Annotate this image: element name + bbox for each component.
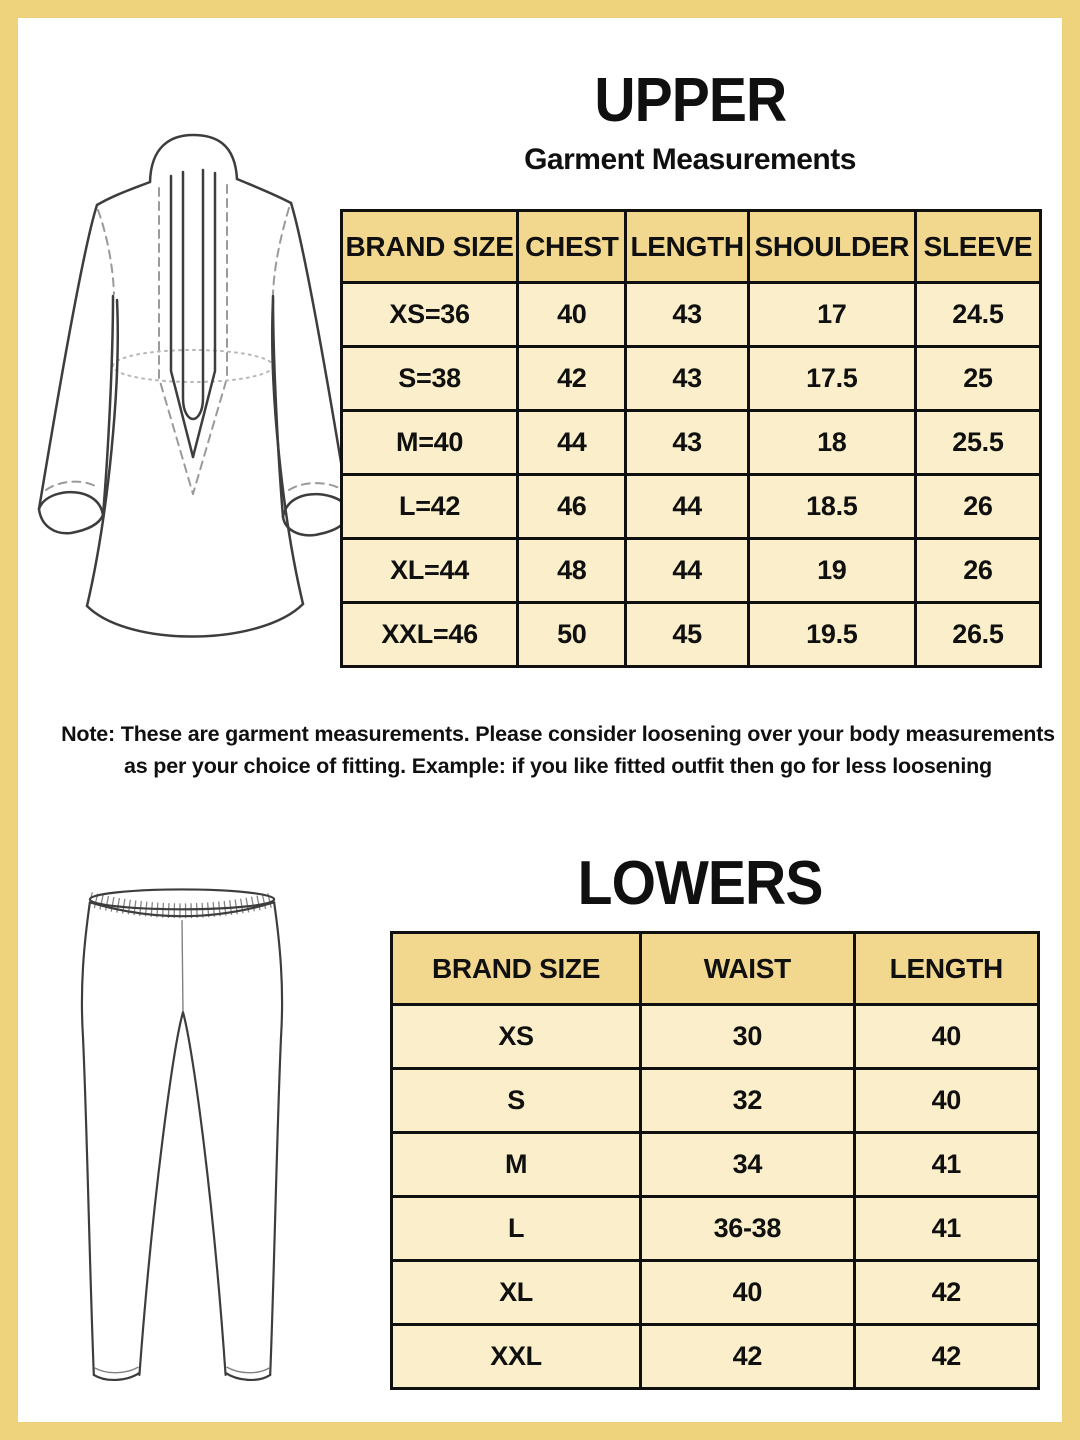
table-cell: 45 [626,603,748,667]
table-cell: 50 [518,603,626,667]
table-cell: 34 [641,1133,855,1197]
note-line-2: as per your choice of fitting. Example: if you like fitted outfit then go for less loosening [124,754,992,779]
upper-header-length: LENGTH [626,211,748,283]
table-cell: 19.5 [748,603,915,667]
pants-illustration [76,880,289,1425]
table-cell: 42 [641,1325,855,1389]
table-cell: S=38 [342,347,518,411]
table-row [342,603,1041,667]
table-cell: M=40 [342,411,518,475]
table-cell: 43 [626,347,748,411]
table-row [392,1325,1039,1389]
upper-header-chest: CHEST [518,211,626,283]
table-cell: XS [392,1005,641,1069]
table-cell: 18.5 [748,475,915,539]
note-text [58,718,1058,783]
table-cell: 19 [748,539,915,603]
upper-size-table [340,209,1042,668]
table-row [342,283,1041,347]
table-cell: 41 [854,1133,1038,1197]
upper-header-brand-size: BRAND SIZE [342,211,518,283]
kurta-illustration [24,126,362,666]
upper-header-shoulder: SHOULDER [748,211,915,283]
table-cell: XXL=46 [342,603,518,667]
upper-title: UPPER [594,66,786,135]
table-cell: 43 [626,283,748,347]
table-cell: 40 [854,1069,1038,1133]
table-cell: 25 [915,347,1040,411]
lowers-header-waist: WAIST [641,933,855,1005]
table-cell: 42 [854,1261,1038,1325]
table-cell: L [392,1197,641,1261]
table-row [392,1261,1039,1325]
table-cell: 42 [518,347,626,411]
upper-header-sleeve: SLEEVE [915,211,1040,283]
table-cell: 40 [854,1005,1038,1069]
table-cell: XL [392,1261,641,1325]
table-row [342,475,1041,539]
table-cell: 30 [641,1005,855,1069]
table-row [392,1133,1039,1197]
upper-table-container [340,209,1042,668]
lowers-title: LOWERS [577,849,823,918]
lowers-header-length: LENGTH [854,933,1038,1005]
table-cell: XL=44 [342,539,518,603]
upper-header-row [342,211,1041,283]
table-cell: 17 [748,283,915,347]
table-cell: 18 [748,411,915,475]
note-line-1: Note: These are garment measurements. Please consider loosening over your body measurements [61,722,1055,746]
lowers-size-table [390,931,1040,1390]
table-row [392,1005,1039,1069]
table-cell: 44 [518,411,626,475]
table-cell: 42 [854,1325,1038,1389]
lowers-section-header [350,851,1050,916]
table-row [342,347,1041,411]
table-cell: 24.5 [915,283,1040,347]
upper-subtitle: Garment Measurements [524,143,856,177]
table-cell: 26 [915,539,1040,603]
table-cell: XXL [392,1325,641,1389]
table-cell: 44 [626,475,748,539]
table-cell: 26 [915,475,1040,539]
lowers-header-row [392,933,1039,1005]
table-cell: 41 [854,1197,1038,1261]
table-cell: 32 [641,1069,855,1133]
table-cell: 25.5 [915,411,1040,475]
table-row [342,411,1041,475]
lowers-table-container [390,931,1040,1390]
table-row [392,1197,1039,1261]
lowers-header-brand-size: BRAND SIZE [392,933,641,1005]
table-cell: S [392,1069,641,1133]
table-cell: 48 [518,539,626,603]
table-cell: 36-38 [641,1197,855,1261]
table-cell: 40 [518,283,626,347]
table-cell: 46 [518,475,626,539]
upper-section-header [340,68,1040,177]
table-row [342,539,1041,603]
table-cell: M [392,1133,641,1197]
table-cell: 43 [626,411,748,475]
table-row [392,1069,1039,1133]
table-cell: 17.5 [748,347,915,411]
table-cell: 26.5 [915,603,1040,667]
table-cell: L=42 [342,475,518,539]
table-cell: XS=36 [342,283,518,347]
table-cell: 44 [626,539,748,603]
table-cell: 40 [641,1261,855,1325]
